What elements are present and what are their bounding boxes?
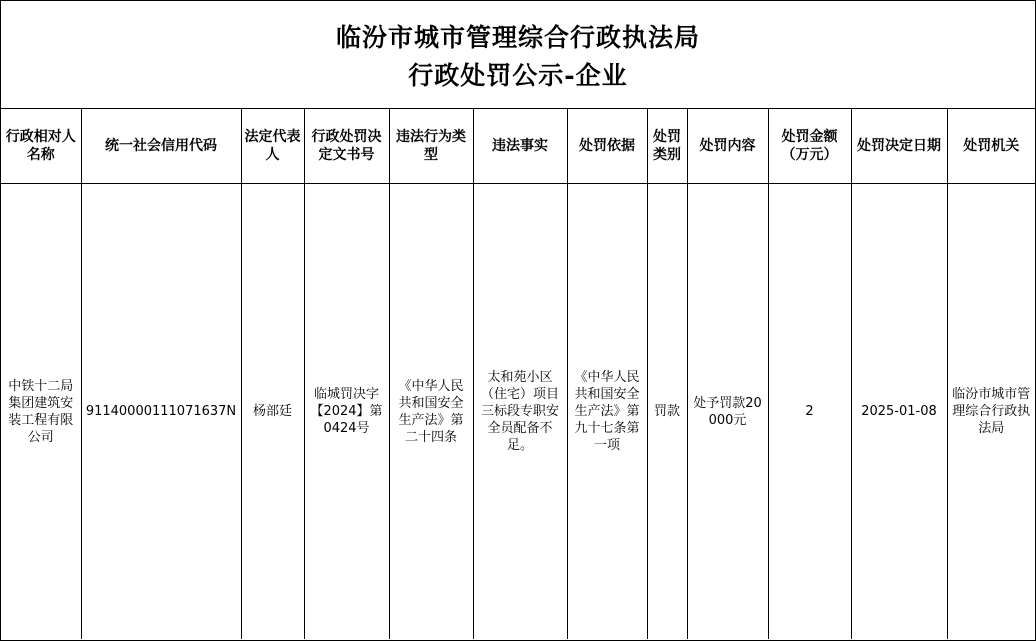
cell-violation-type: 《中华人民共和国安全生产法》第二十四条 xyxy=(389,184,473,640)
cell-penalty-amount: 2 xyxy=(768,184,851,640)
header-credit-code: 统一社会信用代码 xyxy=(81,109,241,184)
header-party-name: 行政相对人名称 xyxy=(1,109,81,184)
cell-penalty-basis: 《中华人民共和国安全生产法》第九十七条第一项 xyxy=(567,184,647,640)
cell-credit-code: 91140000111071637N xyxy=(81,184,241,640)
header-penalty-content: 处罚内容 xyxy=(687,109,768,184)
cell-penalty-category: 罚款 xyxy=(647,184,687,640)
header-decision-date: 处罚决定日期 xyxy=(851,109,947,184)
cell-decision-date: 2025-01-08 xyxy=(851,184,947,640)
cell-violation-facts: 太和苑小区（住宅）项目三标段专职安全员配备不足。 xyxy=(473,184,567,640)
header-penalty-category: 处罚类别 xyxy=(647,109,687,184)
table-header-row xyxy=(1,109,1035,184)
header-violation-type: 违法行为类型 xyxy=(389,109,473,184)
cell-penalty-content: 处予罚款20000元 xyxy=(687,184,768,640)
header-legal-representative: 法定代表人 xyxy=(241,109,304,184)
cell-party-name: 中铁十二局集团建筑安装工程有限公司 xyxy=(1,184,81,640)
page-subtitle: 行政处罚公示-企业 xyxy=(408,61,628,90)
penalty-table xyxy=(1,109,1035,639)
header-violation-facts: 违法事实 xyxy=(473,109,567,184)
table-row xyxy=(1,184,1035,640)
cell-decision-document-number: 临城罚决字【2024】第0424号 xyxy=(304,184,389,640)
header-penalty-basis: 处罚依据 xyxy=(567,109,647,184)
header-penalty-amount: 处罚金额（万元） xyxy=(768,109,851,184)
page-title: 临汾市城市管理综合行政执法局 xyxy=(335,23,700,52)
header-decision-document-number: 行政处罚决定文书号 xyxy=(304,109,389,184)
cell-legal-representative: 杨部廷 xyxy=(241,184,304,640)
title-block xyxy=(1,1,1035,109)
cell-penalty-authority: 临汾市城市管理综合行政执法局 xyxy=(952,387,1031,436)
header-penalty-authority: 处罚机关 xyxy=(947,109,1035,184)
